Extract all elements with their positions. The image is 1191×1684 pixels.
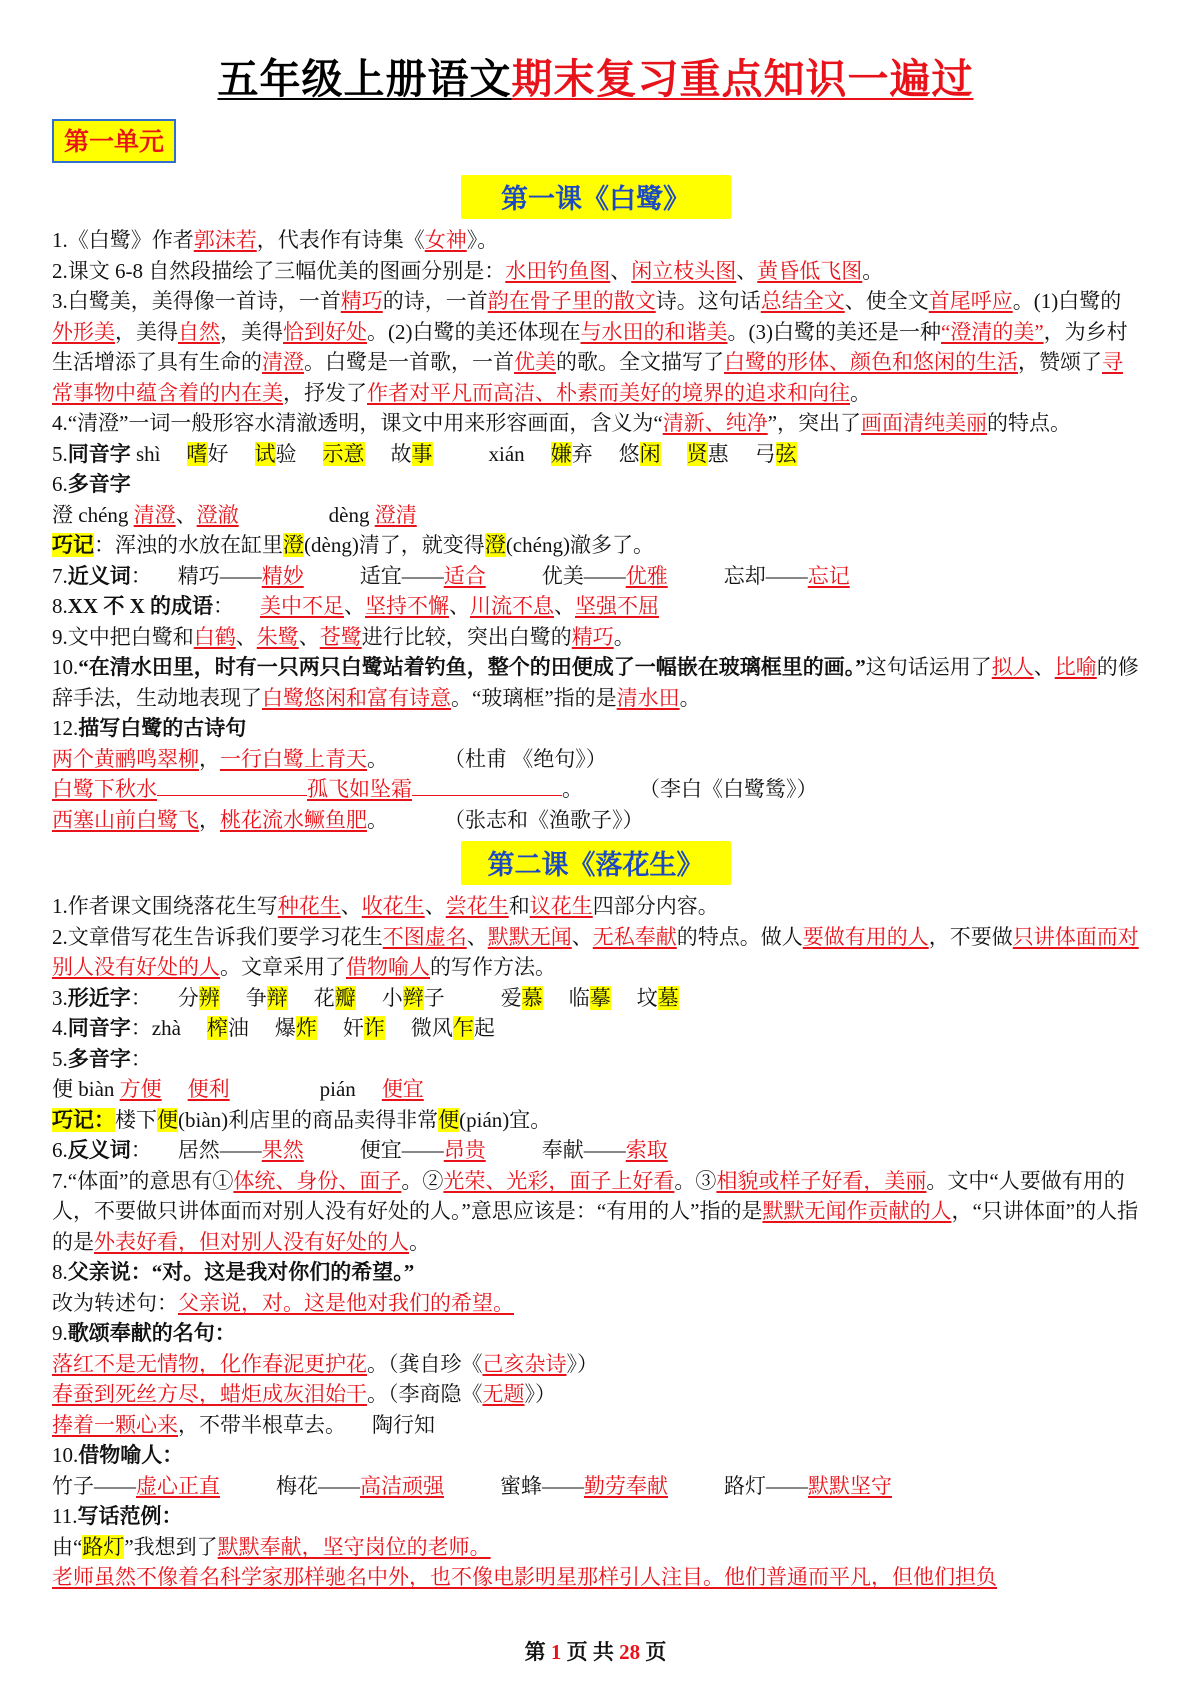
lesson-1-item-14: 两个黄鹂鸣翠柳，一行白鹭上青天。 （杜甫 《绝句》） (52, 746, 607, 771)
lesson-2-item-12: 9.歌颂奉献的名句： (52, 1321, 236, 1345)
lesson-2-item-17: 竹子——虚心正直 梅花——高洁顽强 蜜蜂——勤劳奉献 路灯——默默坚守 (52, 1473, 892, 1498)
lesson-2-item-5: 5.多音字： (52, 1046, 152, 1071)
unit-badge-row (52, 115, 1139, 169)
footer-suffix: 页 (645, 1640, 667, 1664)
lesson-2-item-20: 老师虽然不像着名科学家那样驰名中外，也不像电影明星那样引人注目。他们普通而平凡，但他们担负 (52, 1565, 997, 1589)
lesson-1-item-9: 7.近义词： 精巧——精妙 适宜——适合 优美——优雅 忘却——忘记 (52, 563, 850, 588)
lesson-2-item-1: 1.作者课文围绕落花生写种花生、收花生、尝花生和议花生四部分内容。 (52, 894, 719, 918)
lesson-2-item-18: 11.写话范例： (52, 1504, 183, 1528)
lesson-1-item-3: 3.白鹭美，美得像一首诗，一首精巧的诗，一首韵在骨子里的散文诗。这句话总结全文、使全文首尾呼应。(1)白鹭的外形美，美得自然，美得恰到好处。(2)白鹭的美还体现在与水田的和谐美。(3)白鹭的美还是一种“澄清的美”，为乡村生活增添了具有生命的清澄。白鹭是一首歌，一首优美的歌。全文描写了白鹭的形体、颜色和悠闲的生活，赞颂了寻常事物中蕴含着的内在美，抒发了作者对平凡而高洁、朴素而美好的境界的追求和向往。 (52, 289, 1128, 405)
title-black-part: 五年级上册语文 (217, 56, 512, 102)
lesson-2-item-6: 便 biàn 方便 便利 pián 便宜 (52, 1077, 424, 1101)
lesson-1-item-11: 9.文中把白鹭和白鹤、朱鹭、苍鹭进行比较，突出白鹭的精巧。 (52, 624, 635, 649)
footer-page-number: 1 (550, 1640, 562, 1664)
lesson-1-item-1: 1.《白鹭》作者郭沫若，代表作有诗集《女神》。 (52, 228, 499, 252)
lesson-2-item-14: 春蚕到死丝方尽，蜡炬成灰泪始干。（李商隐《无题》） (52, 1382, 556, 1406)
lesson-2-heading: 第二课《落花生》 (461, 841, 731, 885)
lesson-1-item-15: 白鹭下秋水 孤飞如坠霜 。 （李白《白鹭鸶》） (52, 777, 818, 801)
lesson-2-item-3: 3.形近字： 分辨 争辩 花瓣 小辫子 爱慕 临摹 坟墓 (52, 985, 679, 1010)
title-red-part: 期末复习重点知识一遍过 (511, 56, 974, 102)
lesson-2-item-9: 7.“体面”的意思有①体统、身份、面子。②光荣、光彩，面子上好看。③相貌或样子好看，美丽。文中“人要做有用的人，不要做只讲体面而对别人没有好处的人。”意思应该是：“有用的人”指的是默默无闻作贡献的人，“只讲体面”的人指的是外表好看，但对别人没有好处的人。 (52, 1168, 1139, 1254)
lesson-1-item-5: 5.同音字 shì 嗜好 试验 示意 故事 xián 嫌弃 悠闲 贤惠 弓弦 (52, 441, 797, 466)
lesson-1-item-10: 8.XX 不 X 的成语： 美中不足、坚持不懈、川流不息、坚强不屈 (52, 594, 659, 618)
lesson-2-item-13: 落红不是无情物，化作春泥更护花。（龚自珍《己亥杂诗》） (52, 1351, 598, 1376)
lesson-2-item-4: 4.同音字：zhà 榨油 爆炸 奸诈 微风乍起 (52, 1016, 495, 1040)
unit-badge: 第一单元 (52, 119, 176, 163)
lesson-1-item-2: 2.课文 6-8 自然段描绘了三幅优美的图画分别是：水田钓鱼图、闲立枝头图、黄昏低飞图。 (52, 258, 884, 283)
footer-total-pages: 28 (619, 1640, 641, 1664)
lesson-2-item-8: 6.反义词： 居然——果然 便宜——昂贵 奉献——索取 (52, 1138, 668, 1162)
lesson-2-item-11: 改为转述句：父亲说，对。这是他对我们的希望。 (52, 1290, 514, 1315)
lesson-1-item-4: 4.“清澄”一词一般形容水清澈透明，课文中用来形容画面，含义为“清新、纯净”，突出了画面清纯美丽的特点。 (52, 411, 1072, 435)
lesson-2-item-10: 8.父亲说：“对。这是我对你们的希望。” (52, 1260, 415, 1284)
footer-prefix: 第 (524, 1640, 546, 1664)
lesson-2-item-7: 巧记：楼下便(biàn)利店里的商品卖得非常便(pián)宜。 (52, 1107, 552, 1132)
lesson-1-item-8: 巧记：浑浊的水放在缸里澄(dèng)清了，就变得澄(chéng)澈多了。 (52, 533, 654, 557)
page-footer (0, 1636, 1191, 1666)
lesson-1-item-7: 澄 chéng 清澄、澄澈 dèng 澄清 (52, 502, 417, 527)
lesson-1-heading: 第一课《白鹭》 (461, 175, 731, 219)
lesson-1-item-16: 西塞山前白鹭飞，桃花流水鳜鱼肥。 （张志和《渔歌子》） (52, 807, 644, 832)
lesson-1-item-6: 6.多音字 (52, 472, 131, 496)
lesson-2-item-2: 2.文章借写花生告诉我们要学习花生不图虚名、默默无闻、无私奉献的特点。做人要做有用的人，不要做只讲体面而对别人没有好处的人。文章采用了借物喻人的写作方法。 (52, 924, 1139, 979)
lesson-1-item-12: 10.“在清水田里，时有一只两只白鹭站着钓鱼，整个的田便成了一幅嵌在玻璃框里的画。”这句话运用了拟人、比喻的修辞手法，生动地表现了白鹭悠闲和富有诗意。“玻璃框”指的是清水田。 (52, 655, 1139, 710)
page-title (52, 46, 1139, 105)
lesson-2-item-16: 10.借物喻人： (52, 1443, 184, 1467)
lesson-1-item-13: 12.描写白鹭的古诗句 (52, 716, 247, 740)
lesson-2-item-19: 由“路灯”我想到了默默奉献，坚守岗位的老师。 (52, 1534, 491, 1559)
lesson-2-item-15: 捧着一颗心来，不带半根草去。 陶行知 (52, 1412, 435, 1437)
footer-middle: 页 共 (566, 1640, 614, 1664)
